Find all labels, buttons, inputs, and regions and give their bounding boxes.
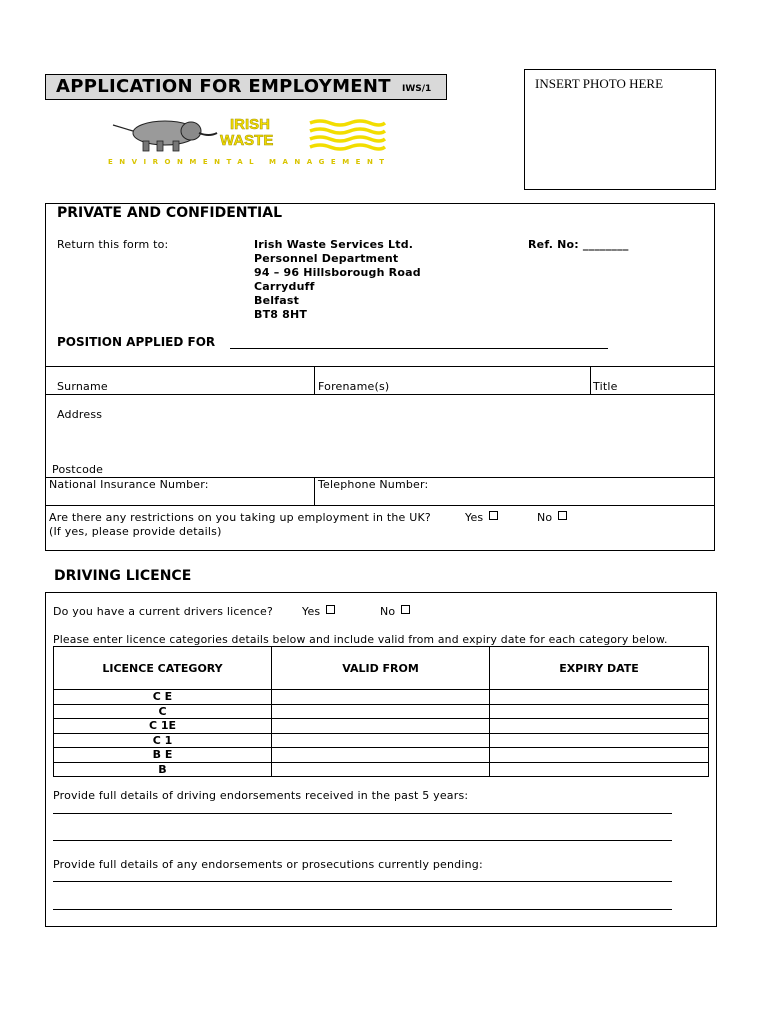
address-label: Address [57,408,103,421]
checkbox-icon[interactable] [558,511,567,520]
title-label: Title [593,380,618,393]
pending-line[interactable] [53,909,672,910]
licence-category-cell: B E [54,748,272,763]
address-line: 94 – 96 Hillsborough Road [254,266,421,279]
form-code: IWS/1 [402,84,432,94]
licence-category-cell: C E [54,690,272,705]
table-row [54,719,709,734]
divider [590,366,591,394]
address-line: BT8 8HT [254,308,308,321]
endorsements-line[interactable] [53,813,672,814]
licence-no-option[interactable] [380,605,410,618]
surname-label: Surname [57,380,108,393]
checkbox-icon[interactable] [489,511,498,520]
licence-category-cell: B [54,762,272,777]
expiry-date-cell[interactable] [490,719,709,734]
no-label: No [380,605,396,618]
valid-from-cell[interactable] [272,690,490,705]
address-line: Carryduff [254,280,315,293]
divider [45,394,715,395]
column-header: EXPIRY DATE [490,647,709,690]
forename-label: Forename(s) [318,380,390,393]
ref-number-field[interactable]: Ref. No: ________ [528,238,629,251]
no-label: No [537,511,553,524]
divider [45,505,715,506]
valid-from-cell[interactable] [272,704,490,719]
endorsements-label: Provide full details of driving endorsements received in the past 5 years: [53,789,469,802]
svg-text:WASTE: WASTE [220,132,274,149]
table-row [54,762,709,777]
licence-category-cell: C 1E [54,719,272,734]
checkbox-icon[interactable] [401,605,410,614]
position-applied-label: POSITION APPLIED FOR [57,335,216,349]
valid-from-cell[interactable] [272,719,490,734]
licence-category-cell: C [54,704,272,719]
photo-placeholder-text: INSERT PHOTO HERE [535,76,664,91]
table-row [54,733,709,748]
column-header: VALID FROM [272,647,490,690]
elephant-icon [113,121,217,151]
table-row [54,748,709,763]
return-form-label: Return this form to: [57,238,169,251]
return-address [254,238,421,322]
position-applied-field[interactable] [230,348,608,349]
expiry-date-cell[interactable] [490,733,709,748]
pending-line[interactable] [53,881,672,882]
driving-licence-heading: DRIVING LICENCE [54,568,192,584]
table-row [54,704,709,719]
pending-label: Provide full details of any endorsements or prosecutions currently pending: [53,858,483,871]
valid-from-cell[interactable] [272,762,490,777]
expiry-date-cell[interactable] [490,762,709,777]
divider [45,366,715,367]
licence-yes-option[interactable] [302,605,335,618]
yes-label: Yes [302,605,321,618]
address-line: Personnel Department [254,252,399,265]
ni-number-label: National Insurance Number: [49,478,209,491]
divider [314,366,315,394]
current-licence-question: Do you have a current drivers licence? [53,605,274,618]
licence-instruction: Please enter licence categories details below and include valid from and expiry date for each category below. [53,633,668,646]
restrictions-question: Are there any restrictions on you taking up employment in the UK? [49,511,431,524]
yes-label: Yes [465,511,484,524]
checkbox-icon[interactable] [326,605,335,614]
table-row [54,690,709,705]
logo-subtitle: ENVIRONMENTAL MANAGEMENT [108,158,391,166]
valid-from-cell[interactable] [272,733,490,748]
restrictions-note: (If yes, please provide details) [49,525,222,538]
postcode-label: Postcode [52,463,104,476]
waves-icon [310,121,385,149]
address-line: Irish Waste Services Ltd. [254,238,414,251]
licence-category-table [53,646,709,777]
column-header: LICENCE CATEGORY [54,647,272,690]
svg-text:IRISH: IRISH [230,116,271,133]
expiry-date-cell[interactable] [490,690,709,705]
restrictions-no-option[interactable] [537,511,567,524]
licence-category-cell: C 1 [54,733,272,748]
restrictions-yes-option[interactable] [465,511,498,524]
private-confidential-heading: PRIVATE AND CONFIDENTIAL [57,205,282,221]
address-line: Belfast [254,294,300,307]
divider [314,477,315,505]
valid-from-cell[interactable] [272,748,490,763]
table-header-row [54,647,709,690]
telephone-label: Telephone Number: [318,478,429,491]
endorsements-line[interactable] [53,840,672,841]
expiry-date-cell[interactable] [490,748,709,763]
page-title: APPLICATION FOR EMPLOYMENT [56,76,391,97]
expiry-date-cell[interactable] [490,704,709,719]
